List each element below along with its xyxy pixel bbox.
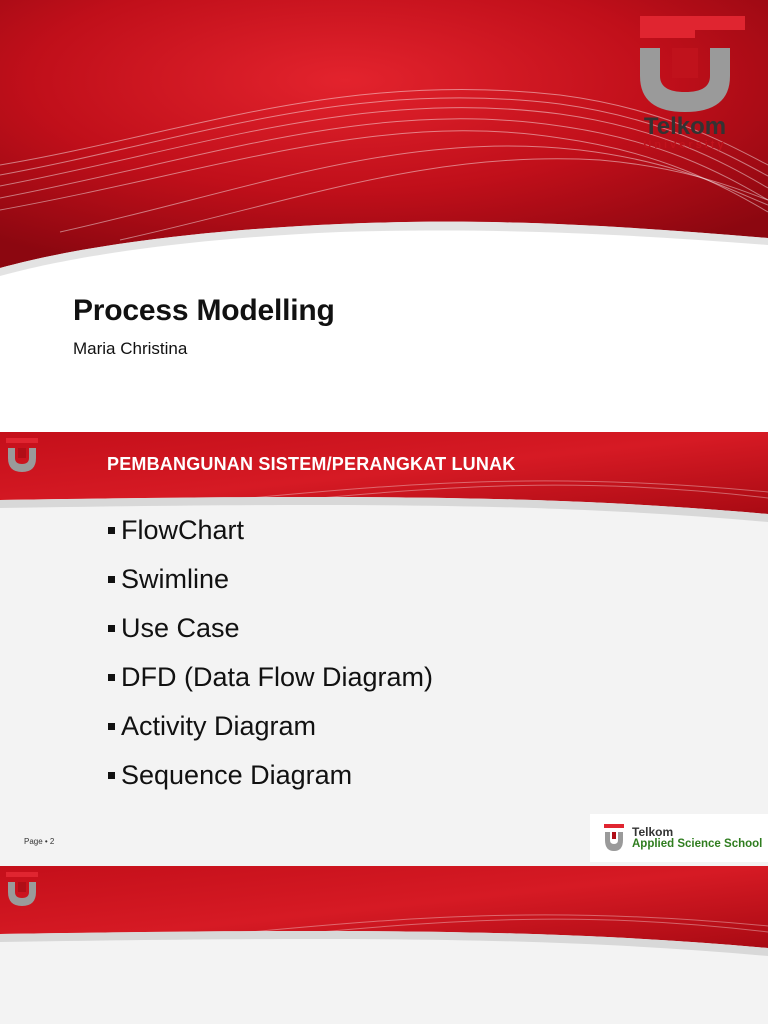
square-bullet-icon (108, 674, 115, 681)
footer-school: Applied Science School (632, 838, 763, 850)
square-bullet-icon (108, 772, 115, 779)
svg-text:University: University (643, 139, 727, 151)
list-item: Activity Diagram (106, 708, 433, 757)
list-item: FlowChart (106, 512, 433, 561)
list-item: Sequence Diagram (106, 757, 433, 806)
slide-author: Maria Christina (73, 339, 188, 358)
telkom-wordmark (643, 113, 726, 151)
red-header-banner (0, 866, 768, 966)
footer-brand: Telkom (632, 825, 674, 839)
square-bullet-icon (108, 723, 115, 730)
square-bullet-icon (108, 576, 115, 583)
telkom-u-icon (603, 823, 625, 853)
telkom-u-icon (4, 870, 40, 910)
list-item: DFD (Data Flow Diagram) (106, 659, 433, 708)
page-number: Page • 2 (24, 837, 55, 846)
telkom-university-logo (610, 14, 760, 154)
square-bullet-icon (108, 527, 115, 534)
svg-text:Telkom: Telkom (643, 113, 727, 140)
bullet-list (106, 512, 433, 806)
slide-title: Process Modelling (73, 294, 335, 327)
content-slide (0, 432, 768, 866)
applied-science-school-logo (590, 814, 768, 862)
title-slide (0, 0, 768, 432)
slide-header-title: PEMBANGUNAN SISTEM/PERANGKAT LUNAK (107, 454, 516, 474)
list-item: Swimline (106, 561, 433, 610)
square-bullet-icon (108, 625, 115, 632)
next-slide-partial (0, 866, 768, 1024)
list-item: Use Case (106, 610, 433, 659)
telkom-u-icon (4, 436, 40, 476)
